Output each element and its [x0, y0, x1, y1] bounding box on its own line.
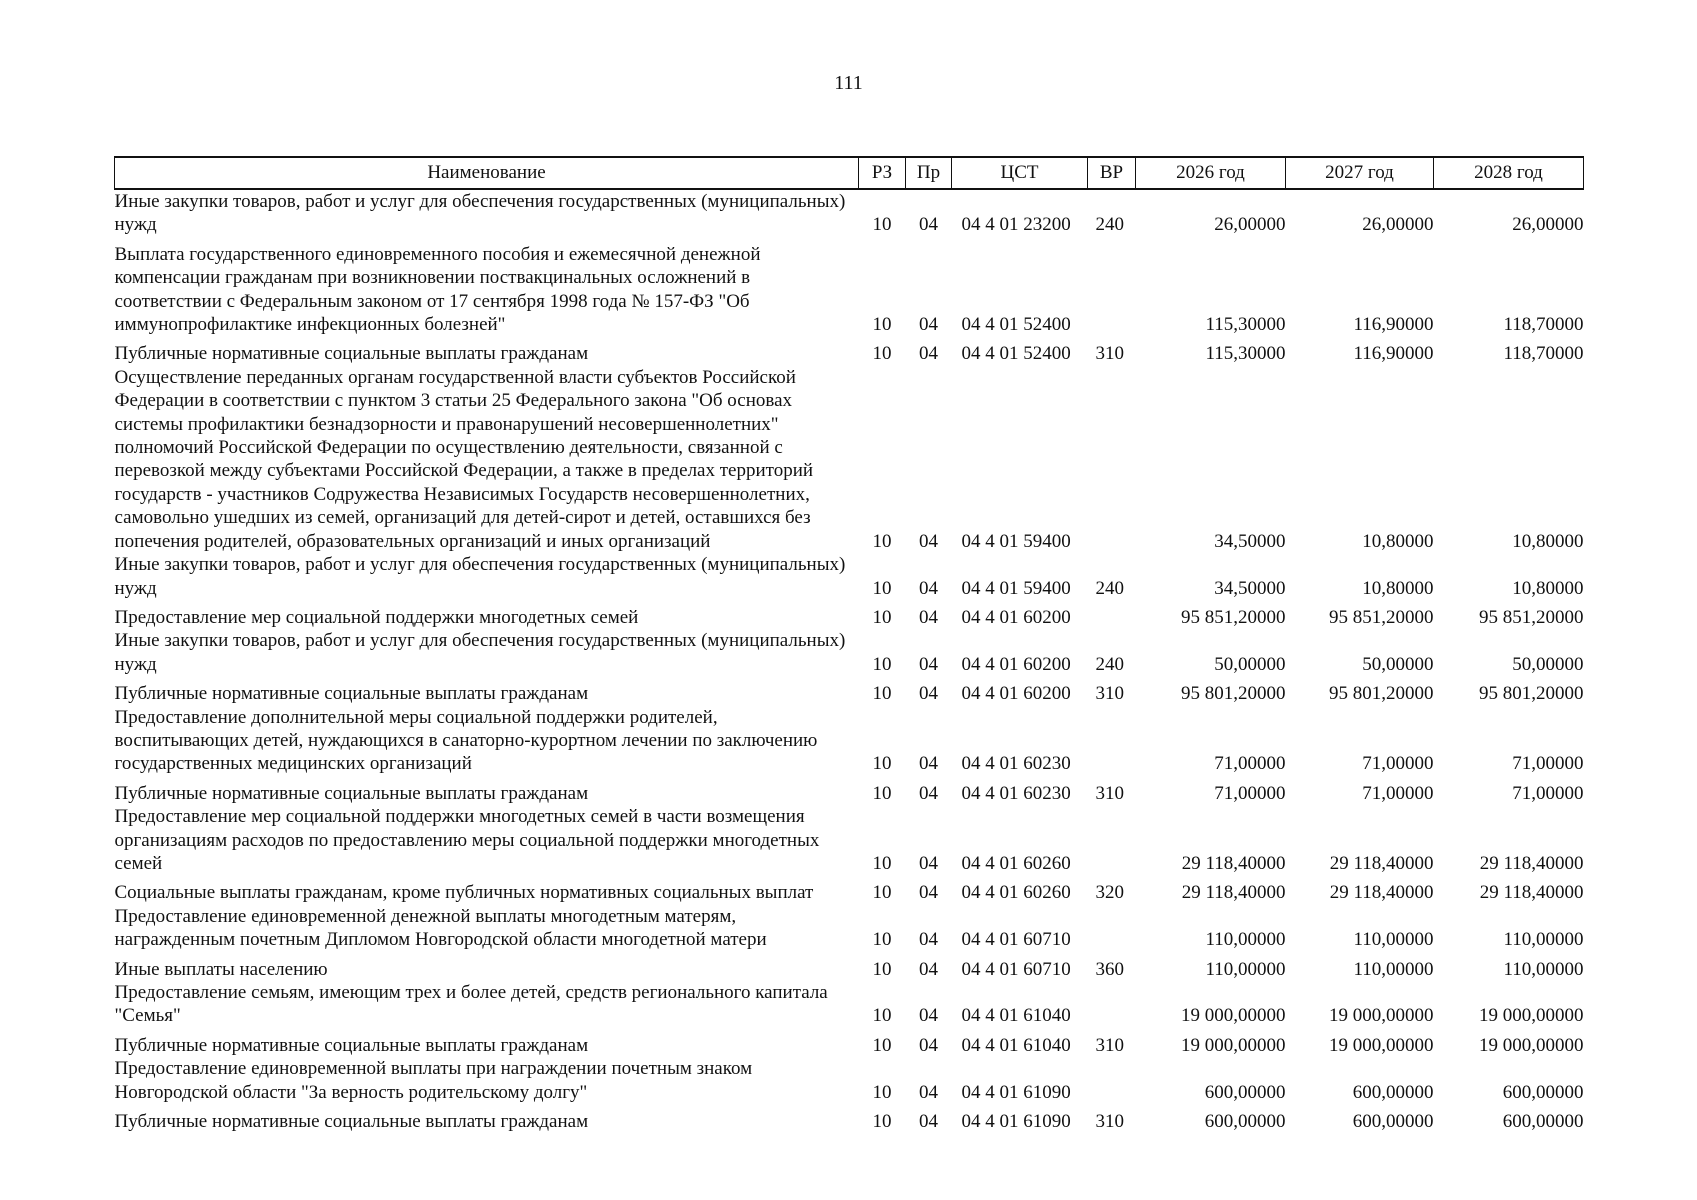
- row-2027: 116,90000: [1353, 343, 1434, 365]
- row-2028: 50,00000: [1512, 653, 1584, 675]
- row-vr: 240: [1095, 214, 1124, 236]
- row-2027: 71,00000: [1362, 782, 1434, 804]
- row-name: Предоставление семьям, имеющим трех и более детей, средств регионального капитала "Семья": [114, 982, 828, 1027]
- table-row: [115, 342, 1584, 365]
- header-2026: 2026 год: [1136, 157, 1286, 189]
- row-2027: 19 000,00000: [1329, 1034, 1434, 1056]
- row-2027: 600,00000: [1352, 1111, 1434, 1133]
- row-vr: 310: [1095, 343, 1124, 365]
- row-cst: 04 4 01 59400: [961, 577, 1071, 599]
- row-2028: 19 000,00000: [1479, 1034, 1584, 1056]
- row-pr: 04: [919, 683, 938, 705]
- row-pr: 04: [919, 606, 938, 628]
- row-2028: 600,00000: [1502, 1111, 1584, 1133]
- row-name: Предоставление мер социальной поддержки многодетных семей: [114, 606, 639, 628]
- row-2027: 110,00000: [1353, 929, 1434, 951]
- table-row: [115, 782, 1584, 805]
- row-vr: 310: [1095, 1034, 1124, 1056]
- row-pr: 04: [919, 1081, 938, 1103]
- row-cst: 04 4 01 61040: [961, 1034, 1071, 1056]
- row-cst: 04 4 01 60200: [961, 683, 1071, 705]
- row-2027: 95 851,20000: [1329, 606, 1434, 628]
- table-row: [115, 629, 1584, 682]
- row-vr: [1088, 606, 1136, 629]
- table-row: [115, 366, 1584, 553]
- row-cst: 04 4 01 59400: [961, 530, 1071, 552]
- row-pr: 04: [919, 530, 938, 552]
- row-rz: 10: [872, 653, 892, 675]
- row-name: Предоставление дополнительной меры социальной поддержки родителей, воспитывающих детей, нуждающихся в санаторно-курортном лечении по заключению государственных медицинских организаций: [114, 706, 818, 775]
- row-rz: 10: [872, 1005, 892, 1027]
- table-row: [115, 981, 1584, 1034]
- row-rz: 10: [872, 782, 892, 804]
- row-vr: [1088, 366, 1136, 553]
- row-2026: 34,50000: [1214, 577, 1286, 599]
- row-2026: 29 118,40000: [1181, 882, 1286, 904]
- table-body: [115, 189, 1584, 1133]
- row-cst: 04 4 01 52400: [961, 343, 1071, 365]
- row-rz: 10: [872, 214, 892, 236]
- row-2026: 19 000,00000: [1181, 1005, 1286, 1027]
- row-2026: 600,00000: [1204, 1111, 1286, 1133]
- table-row: [115, 958, 1584, 981]
- row-2028: 95 851,20000: [1479, 606, 1584, 628]
- row-cst: 04 4 01 60230: [961, 753, 1071, 775]
- row-2026: 110,00000: [1205, 958, 1286, 980]
- table-row: [115, 1057, 1584, 1110]
- row-2026: 29 118,40000: [1181, 852, 1286, 874]
- table-row: [115, 881, 1584, 904]
- row-rz: 10: [872, 683, 892, 705]
- table-row: [115, 805, 1584, 881]
- row-cst: 04 4 01 60710: [961, 958, 1071, 980]
- header-cst: ЦСТ: [952, 157, 1088, 189]
- row-name: Осуществление переданных органам государственной власти субъектов Российской Федерации в соответствии с пунктом 3 статьи 25 Федерального закона "Об основах системы профилактики безнадзорности и правонарушений несовершеннолетних" полномочий Российской Федерации по осуществлению деятельности, связанной с перевозкой между субъектами Российской Федерации, а также в пределах территорий государств - участников Содружества Независимых Государств несовершеннолетних, самовольно ушедших из семей, организаций для детей-сирот и детей, оставшихся без попечения родителей, образовательных организаций и иных организаций: [114, 366, 814, 552]
- row-2028: 71,00000: [1512, 753, 1584, 775]
- row-2027: 29 118,40000: [1329, 852, 1434, 874]
- row-name: Предоставление мер социальной поддержки многодетных семей в части возмещения организациям расходов по предоставлению меры социальной поддержки многодетных семей: [114, 806, 820, 874]
- row-vr: [1088, 905, 1136, 958]
- row-2026: 34,50000: [1214, 530, 1286, 552]
- row-2028: 110,00000: [1503, 958, 1584, 980]
- row-2028: 95 801,20000: [1479, 683, 1584, 705]
- row-pr: 04: [919, 577, 938, 599]
- row-pr: 04: [919, 782, 938, 804]
- row-rz: 10: [872, 606, 892, 628]
- row-vr: [1088, 1057, 1136, 1110]
- row-2026: 19 000,00000: [1181, 1034, 1286, 1056]
- row-rz: 10: [872, 1034, 892, 1056]
- row-rz: 10: [872, 530, 892, 552]
- row-vr: [1088, 243, 1136, 343]
- row-2026: 26,00000: [1214, 214, 1286, 236]
- row-2028: 10,80000: [1512, 530, 1584, 552]
- row-name: Иные закупки товаров, работ и услуг для обеспечения государственных (муниципальных) нужд: [114, 191, 846, 236]
- row-2026: 95 801,20000: [1181, 683, 1286, 705]
- row-vr: 320: [1095, 882, 1124, 904]
- row-2027: 110,00000: [1353, 958, 1434, 980]
- row-2027: 10,80000: [1362, 530, 1434, 552]
- header-vr: ВР: [1088, 157, 1136, 189]
- row-cst: 04 4 01 61090: [961, 1111, 1071, 1133]
- row-2026: 115,30000: [1205, 343, 1286, 365]
- row-name: Иные выплаты населению: [114, 958, 328, 980]
- row-name: Предоставление единовременной выплаты при награждении почетным знаком Новгородской области "За верность родительскому долгу": [114, 1058, 753, 1103]
- table-row: [115, 243, 1584, 343]
- header-2027: 2027 год: [1286, 157, 1434, 189]
- row-pr: 04: [919, 314, 938, 336]
- row-pr: 04: [919, 214, 938, 236]
- row-vr: [1088, 981, 1136, 1034]
- row-rz: 10: [872, 314, 892, 336]
- table-header: [115, 157, 1584, 189]
- row-rz: 10: [872, 753, 892, 775]
- row-rz: 10: [872, 882, 892, 904]
- row-name: Иные закупки товаров, работ и услуг для обеспечения государственных (муниципальных) нужд: [114, 630, 846, 675]
- row-2026: 110,00000: [1205, 929, 1286, 951]
- row-pr: 04: [919, 653, 938, 675]
- row-2028: 118,70000: [1503, 343, 1584, 365]
- row-pr: 04: [919, 958, 938, 980]
- row-name: Публичные нормативные социальные выплаты гражданам: [114, 343, 589, 365]
- table-row: [115, 682, 1584, 705]
- row-pr: 04: [919, 1034, 938, 1056]
- row-2027: 29 118,40000: [1329, 882, 1434, 904]
- row-name: Публичные нормативные социальные выплаты гражданам: [114, 1111, 589, 1133]
- row-rz: 10: [872, 577, 892, 599]
- table-row: [115, 553, 1584, 606]
- table-row: [115, 606, 1584, 629]
- row-pr: 04: [919, 929, 938, 951]
- row-name: Предоставление единовременной денежной выплаты многодетным матерям, награжденным почетным Дипломом Новгородской области многодетной матери: [114, 905, 767, 951]
- row-2028: 10,80000: [1512, 577, 1584, 599]
- row-2028: 26,00000: [1512, 214, 1584, 236]
- header-name: Наименование: [115, 157, 859, 189]
- row-pr: 04: [919, 1005, 938, 1027]
- row-2028: 600,00000: [1502, 1081, 1584, 1103]
- row-vr: 310: [1095, 782, 1124, 804]
- row-2026: 95 851,20000: [1181, 606, 1286, 628]
- row-vr: 240: [1095, 653, 1124, 675]
- row-rz: 10: [872, 929, 892, 951]
- row-2026: 71,00000: [1214, 782, 1286, 804]
- row-vr: 310: [1095, 1111, 1124, 1133]
- row-rz: 10: [872, 958, 892, 980]
- row-2026: 115,30000: [1205, 314, 1286, 336]
- row-vr: 360: [1095, 958, 1124, 980]
- row-cst: 04 4 01 60260: [961, 882, 1071, 904]
- row-2026: 71,00000: [1214, 753, 1286, 775]
- row-2027: 600,00000: [1352, 1081, 1434, 1103]
- row-2027: 95 801,20000: [1329, 683, 1434, 705]
- row-2028: 118,70000: [1503, 314, 1584, 336]
- row-2027: 116,90000: [1353, 314, 1434, 336]
- row-rz: 10: [872, 1081, 892, 1103]
- row-pr: 04: [919, 852, 938, 874]
- row-2027: 50,00000: [1362, 653, 1434, 675]
- row-cst: 04 4 01 60710: [961, 929, 1071, 951]
- row-name: Социальные выплаты гражданам, кроме публичных нормативных социальных выплат: [114, 882, 814, 904]
- row-2027: 10,80000: [1362, 577, 1434, 599]
- row-pr: 04: [919, 882, 938, 904]
- row-2026: 600,00000: [1204, 1081, 1286, 1103]
- row-vr: [1088, 805, 1136, 881]
- row-2028: 19 000,00000: [1479, 1005, 1584, 1027]
- row-pr: 04: [919, 1111, 938, 1133]
- header-2028: 2028 год: [1434, 157, 1584, 189]
- row-pr: 04: [919, 753, 938, 775]
- row-cst: 04 4 01 23200: [961, 214, 1071, 236]
- row-2027: 19 000,00000: [1329, 1005, 1434, 1027]
- row-name: Публичные нормативные социальные выплаты гражданам: [114, 683, 589, 705]
- row-cst: 04 4 01 61090: [961, 1081, 1071, 1103]
- row-rz: 10: [872, 343, 892, 365]
- row-cst: 04 4 01 60230: [961, 782, 1071, 804]
- budget-table: [114, 156, 1584, 1133]
- table-row: [115, 1034, 1584, 1057]
- row-name: Иные закупки товаров, работ и услуг для обеспечения государственных (муниципальных) нужд: [114, 554, 846, 599]
- row-cst: 04 4 01 61040: [961, 1005, 1071, 1027]
- row-name: Выплата государственного единовременного пособия и ежемесячной денежной компенсации гражданам при возникновении поствакцинальных осложнений в соответствии с Федеральным законом от 17 сентября 1998 года № 157-ФЗ "Об иммунопрофилактике инфекционных болезней": [114, 243, 761, 336]
- row-cst: 04 4 01 60200: [961, 606, 1071, 628]
- row-cst: 04 4 01 60200: [961, 653, 1071, 675]
- row-rz: 10: [872, 1111, 892, 1133]
- row-vr: 240: [1095, 577, 1124, 599]
- row-cst: 04 4 01 60260: [961, 852, 1071, 874]
- row-name: Публичные нормативные социальные выплаты гражданам: [114, 782, 589, 804]
- header-rz: РЗ: [859, 157, 906, 189]
- row-2027: 71,00000: [1362, 753, 1434, 775]
- row-2028: 29 118,40000: [1479, 852, 1584, 874]
- row-vr: 310: [1095, 683, 1124, 705]
- row-vr: [1088, 706, 1136, 782]
- table-row: [115, 1110, 1584, 1133]
- row-pr: 04: [919, 343, 938, 365]
- header-pr: Пр: [906, 157, 952, 189]
- table-row: [115, 905, 1584, 958]
- row-cst: 04 4 01 52400: [961, 314, 1071, 336]
- row-name: Публичные нормативные социальные выплаты гражданам: [114, 1034, 589, 1056]
- row-2026: 50,00000: [1214, 653, 1286, 675]
- row-2028: 110,00000: [1503, 929, 1584, 951]
- row-2028: 71,00000: [1512, 782, 1584, 804]
- table-row: [115, 706, 1584, 782]
- table-row: [115, 189, 1584, 243]
- row-rz: 10: [872, 852, 892, 874]
- row-2027: 26,00000: [1362, 214, 1434, 236]
- page-number: 111: [834, 72, 863, 94]
- row-2028: 29 118,40000: [1479, 882, 1584, 904]
